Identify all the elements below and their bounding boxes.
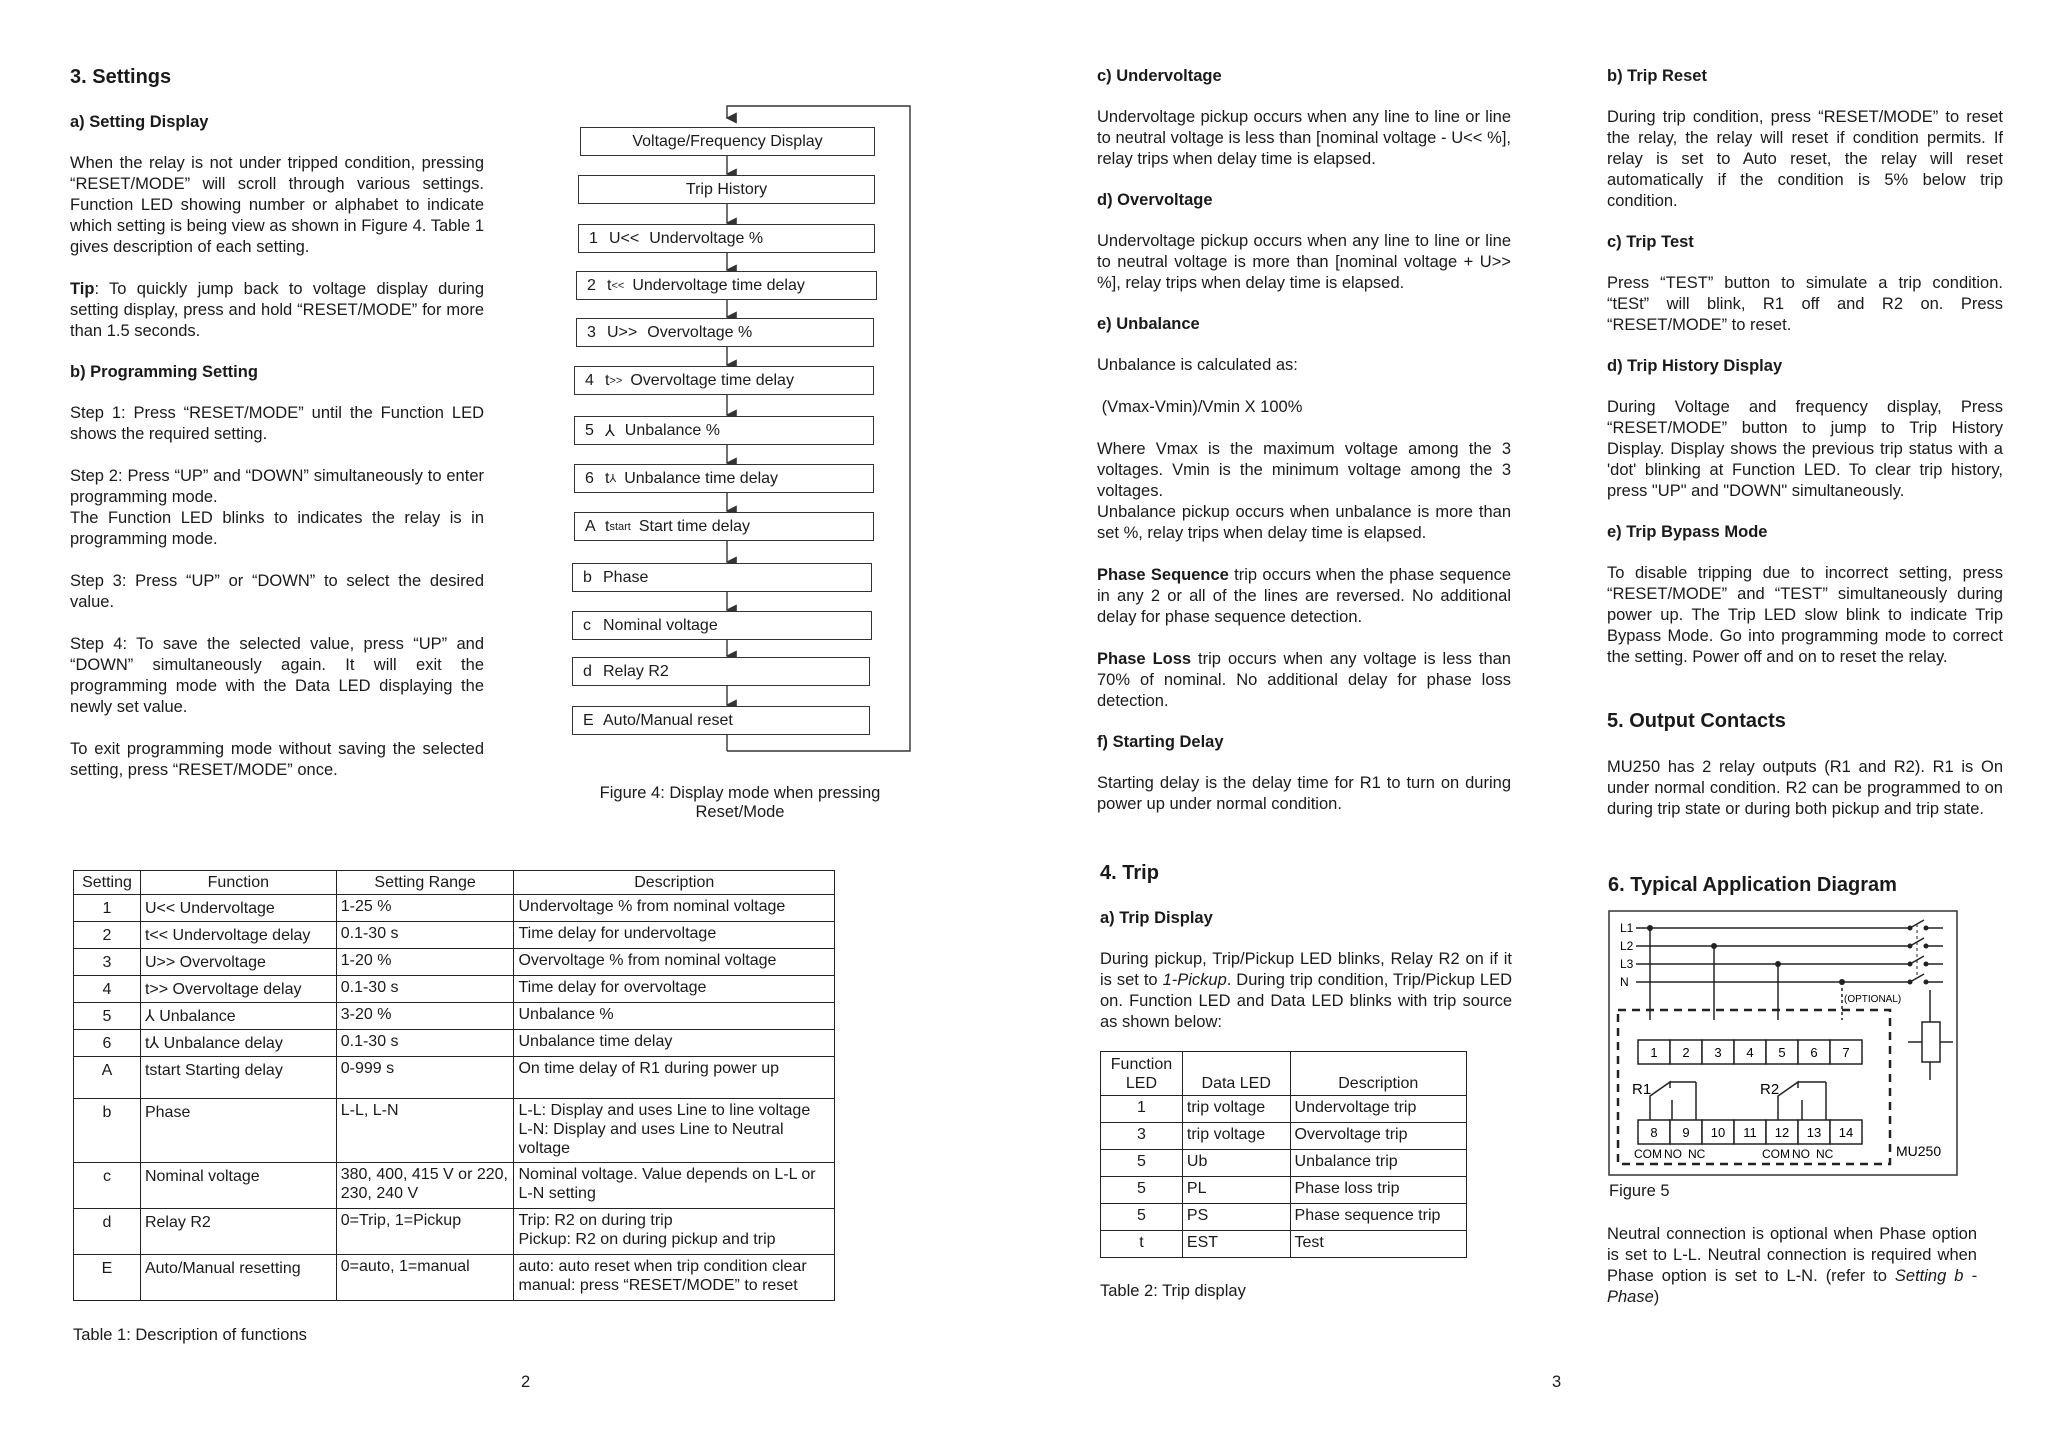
- starting-delay-text: Starting delay is the delay time for R1 to turn on during power up under normal condition.: [1097, 774, 1511, 813]
- table-cell: tstart Starting delay: [140, 1057, 336, 1099]
- flow-step: [576, 318, 874, 347]
- table-cell: Undervoltage % from nominal voltage: [514, 895, 835, 922]
- protection-column: [1097, 67, 1511, 815]
- trip-heading: 4. Trip: [1100, 862, 1159, 884]
- flow-step: [572, 563, 872, 592]
- flow-step-code: 3: [587, 323, 596, 341]
- table-cell: 5: [1101, 1150, 1183, 1177]
- trip-reset-title: b) Trip Reset: [1607, 67, 1707, 85]
- table-cell: Unbalance %: [514, 1003, 835, 1030]
- page-number-right: 3: [1552, 1373, 1562, 1391]
- table-cell: L-L: Display and uses Line to line voltage L-N: Display and uses Line to Neutral voltage: [514, 1099, 835, 1163]
- table-cell: 0=auto, 1=manual: [336, 1255, 514, 1301]
- undervoltage-title: c) Undervoltage: [1097, 67, 1222, 85]
- flow-step-label: Auto/Manual reset: [603, 711, 733, 729]
- flow-step-symbol: t: [607, 276, 612, 294]
- table-cell: 2: [74, 922, 141, 949]
- flow-step-symbol: U<<: [609, 229, 640, 247]
- contact-label: NO: [1664, 1147, 1682, 1161]
- table-1-header: Setting Range: [336, 871, 514, 895]
- table-2-header: Description: [1290, 1052, 1466, 1096]
- table-cell: 3: [1101, 1123, 1183, 1150]
- flow-step-label: Relay R2: [603, 662, 669, 680]
- terminal-number: 7: [1842, 1045, 1850, 1060]
- trip-test-text: Press “TEST” button to simulate a trip condition. “tESt” will blink, R1 off and R2 on. Press “RESET/MODE” to reset.: [1607, 274, 2003, 334]
- flow-step: [574, 366, 874, 395]
- neutral-text-b: ): [1653, 1288, 1660, 1306]
- flow-step-subscript: <<: [611, 279, 625, 292]
- table-cell: Time delay for undervoltage: [514, 922, 835, 949]
- terminal-number: 5: [1778, 1045, 1786, 1060]
- table-cell: 1: [74, 895, 141, 922]
- overvoltage-title: d) Overvoltage: [1097, 191, 1213, 209]
- terminal-number: 8: [1650, 1125, 1658, 1140]
- figure-4-caption-line1: Figure 4: Display mode when pressing: [599, 784, 881, 802]
- trip-display-text-a: During pickup, Trip/Pickup LED blinks, Relay R2 on if it is set to: [1100, 950, 1512, 989]
- neutral-text-a: Neutral connection is optional when Phase option is set to L-L. Neutral connection is required when Phase option is set to L-N. (refer to: [1607, 1225, 1977, 1285]
- terminal-number: 14: [1838, 1125, 1854, 1140]
- table-cell: ⅄ Unbalance: [140, 1003, 336, 1030]
- flow-step-label: Overvoltage %: [647, 323, 753, 341]
- table-cell: Auto/Manual resetting: [140, 1255, 336, 1301]
- flow-step-code: b: [583, 568, 592, 586]
- table-cell: 380, 400, 415 V or 220, 230, 240 V: [336, 1163, 514, 1209]
- flow-step-label: Overvoltage time delay: [630, 371, 794, 389]
- exit-note: To exit programming mode without saving the selected setting, press “RESET/MODE” once.: [70, 740, 484, 779]
- table-cell: Time delay for overvoltage: [514, 976, 835, 1003]
- unbalance-text-3: Unbalance pickup occurs when unbalance is more than set %, relay trips when delay time is elapsed.: [1097, 503, 1511, 542]
- flow-step-subscript: >>: [609, 374, 623, 387]
- table-cell: c: [74, 1163, 141, 1209]
- table-cell: EST: [1182, 1231, 1290, 1258]
- table-row: [1101, 1177, 1467, 1204]
- table-cell: A: [74, 1057, 141, 1099]
- table-row: [74, 1003, 835, 1030]
- table-cell: d: [74, 1209, 141, 1255]
- step-1: Step 1: Press “RESET/MODE” until the Function LED shows the required setting.: [70, 404, 484, 443]
- table-cell: U>> Overvoltage: [140, 949, 336, 976]
- table-row: [1101, 1150, 1467, 1177]
- flow-step: [578, 224, 875, 253]
- flow-step-symbol: ⅄: [605, 422, 615, 440]
- setting-display-title: a) Setting Display: [70, 113, 209, 131]
- model-label: MU250: [1896, 1143, 1942, 1159]
- flow-step: [572, 706, 870, 735]
- phase-loss-text: trip occurs when any voltage is less than 70% of nominal. No additional delay for phase loss detection.: [1097, 650, 1511, 710]
- terminal-number: 13: [1806, 1125, 1822, 1140]
- flow-step: [572, 611, 872, 640]
- table-1-header: Function: [140, 871, 336, 895]
- table-cell: Trip: R2 on during trip Pickup: R2 on during pickup and trip: [514, 1209, 835, 1255]
- contact-label: COM: [1762, 1147, 1790, 1161]
- flow-step-label: Nominal voltage: [603, 616, 718, 634]
- flow-step-code: d: [583, 662, 592, 680]
- trip-history-text: During Voltage and frequency display, Press “RESET/MODE” button to jump to Trip History Display. Display shows the previous trip status with a 'dot' blinking at Function LED. To clear trip history, press "UP" and "DOWN" simultaneously.: [1607, 398, 2003, 500]
- table-cell: PS: [1182, 1204, 1290, 1231]
- table-cell: 3: [74, 949, 141, 976]
- table-row: [1101, 1096, 1467, 1123]
- flow-step-code: 5: [585, 421, 594, 439]
- table-row: [74, 1255, 835, 1301]
- neutral-connection-note: [1607, 1224, 1977, 1308]
- table-row: [74, 949, 835, 976]
- trip-display-em: 1-Pickup: [1162, 971, 1227, 989]
- table-2-header: Data LED: [1182, 1052, 1290, 1096]
- table-cell: Unbalance time delay: [514, 1030, 835, 1057]
- table-cell: Nominal voltage. Value depends on L-L or L-N setting: [514, 1163, 835, 1209]
- terminal-number: 4: [1746, 1045, 1754, 1060]
- table-cell: 1-25 %: [336, 895, 514, 922]
- tip-paragraph: [70, 279, 484, 342]
- table-cell: Test: [1290, 1231, 1466, 1258]
- neutral-em: Setting b - Phase: [1607, 1267, 1977, 1306]
- table-1-header: Setting: [74, 871, 141, 895]
- table-cell: Nominal voltage: [140, 1163, 336, 1209]
- flow-step-code: E: [583, 711, 594, 729]
- phase-sequence-label: Phase Sequence: [1097, 566, 1229, 584]
- table-cell: Relay R2: [140, 1209, 336, 1255]
- flow-step: [578, 175, 875, 204]
- table-cell: Overvoltage trip: [1290, 1123, 1466, 1150]
- flow-step-code: 6: [585, 469, 594, 487]
- table-cell: Overvoltage % from nominal voltage: [514, 949, 835, 976]
- table-2: [1100, 1051, 1467, 1258]
- table-cell: trip voltage: [1182, 1096, 1290, 1123]
- page-number-left: 2: [521, 1373, 531, 1391]
- table-cell: trip voltage: [1182, 1123, 1290, 1150]
- flow-step-symbol: U>>: [607, 323, 638, 341]
- unbalance-text-2: Where Vmax is the maximum voltage among the 3 voltages. Vmin is the minimum voltage among the 3 voltages.: [1097, 440, 1511, 500]
- contact-label: NC: [1816, 1147, 1834, 1161]
- table-cell: 5: [74, 1003, 141, 1030]
- table-row: [1101, 1231, 1467, 1258]
- table-cell: b: [74, 1099, 141, 1163]
- table-cell: t<< Undervoltage delay: [140, 922, 336, 949]
- line-label: N: [1620, 975, 1629, 989]
- trip-bypass-title: e) Trip Bypass Mode: [1607, 523, 1768, 541]
- flow-step-code: A: [585, 517, 596, 535]
- terminal-number: 3: [1714, 1045, 1722, 1060]
- contact-label: NC: [1688, 1147, 1706, 1161]
- flow-step-code: 1: [589, 229, 598, 247]
- table-cell: t⅄ Unbalance delay: [140, 1030, 336, 1057]
- contact-label: NO: [1792, 1147, 1810, 1161]
- table-cell: 5: [1101, 1204, 1183, 1231]
- figure-4-caption-line2: Reset/Mode: [695, 803, 785, 821]
- table-cell: On time delay of R1 during power up: [514, 1057, 835, 1099]
- flow-step: [574, 512, 874, 541]
- contact-label: COM: [1634, 1147, 1662, 1161]
- table-1-header-row: [74, 871, 835, 895]
- table-cell: Ub: [1182, 1150, 1290, 1177]
- flow-step: [574, 416, 874, 445]
- table-row: [74, 1057, 835, 1099]
- table-row: [1101, 1123, 1467, 1150]
- unbalance-formula: (Vmax-Vmin)/Vmin X 100%: [1097, 398, 1303, 416]
- table-1: [73, 870, 835, 1301]
- table-cell: Phase loss trip: [1290, 1177, 1466, 1204]
- step-4: Step 4: To save the selected value, press “UP” and “DOWN” simultaneously again. It will exit the programming mode with the Data LED displaying the newly set value.: [70, 635, 484, 716]
- starting-delay-title: f) Starting Delay: [1097, 733, 1224, 751]
- table-2-caption: Table 2: Trip display: [1100, 1282, 1246, 1300]
- figure-4-caption: [560, 784, 920, 822]
- step-2b: The Function LED blinks to indicates the relay is in programming mode.: [70, 509, 484, 548]
- setting-display-text: When the relay is not under tripped condition, pressing “RESET/MODE” will scroll through various settings. Function LED showing number or alphabet to indicate which setting is being view as shown in Figure 4. Table 1 gives description of each setting.: [70, 154, 484, 256]
- table-cell: 0-999 s: [336, 1057, 514, 1099]
- flow-step-label: Unbalance time delay: [624, 469, 779, 487]
- r1-label: R1: [1632, 1081, 1652, 1098]
- trip-options-column: [1607, 67, 2003, 820]
- table-cell: t>> Overvoltage delay: [140, 976, 336, 1003]
- trip-display-title: a) Trip Display: [1100, 909, 1213, 927]
- flow-step: [574, 464, 874, 493]
- flow-step-label: Voltage/Frequency Display: [632, 132, 823, 150]
- output-contacts-heading: 5. Output Contacts: [1607, 710, 1786, 732]
- tip-text: : To quickly jump back to voltage display during setting display, press and hold “RESET/MODE” for more than 1.5 seconds.: [70, 280, 484, 340]
- application-diagram-heading: 6. Typical Application Diagram: [1608, 874, 1897, 896]
- flow-step-symbol: t: [605, 371, 610, 389]
- table-row: [74, 1163, 835, 1209]
- flow-step-code: c: [583, 616, 591, 634]
- programming-setting-title: b) Programming Setting: [70, 363, 258, 381]
- line-label: L1: [1620, 921, 1634, 935]
- table-row: [74, 1099, 835, 1163]
- phase-sequence-text: trip occurs when the phase sequence in any 2 or all of the lines are reversed. No additional delay for phase sequence detection.: [1097, 566, 1511, 626]
- table-1-caption: Table 1: Description of functions: [73, 1326, 307, 1344]
- table-row: [74, 976, 835, 1003]
- terminal-number: 6: [1810, 1045, 1818, 1060]
- table-row: [74, 1209, 835, 1255]
- table-cell: t: [1101, 1231, 1183, 1258]
- table-cell: Phase sequence trip: [1290, 1204, 1466, 1231]
- flow-step-label: Unbalance %: [624, 421, 720, 439]
- r2-label: R2: [1760, 1081, 1780, 1098]
- table-row: [1101, 1204, 1467, 1231]
- table-cell: 0.1-30 s: [336, 922, 514, 949]
- table-cell: L-L, L-N: [336, 1099, 514, 1163]
- line-label: L3: [1620, 957, 1634, 971]
- table-cell: 4: [74, 976, 141, 1003]
- tip-label: Tip: [70, 280, 95, 298]
- trip-reset-text: During trip condition, press “RESET/MODE” to reset the relay, the relay will reset if condition permits. If relay is set to Auto reset, the relay will reset automatically if the condition is 5% below trip condition.: [1607, 108, 2003, 210]
- table-cell: 1: [1101, 1096, 1183, 1123]
- trip-history-title: d) Trip History Display: [1607, 357, 1783, 375]
- table-2-header: Function LED: [1101, 1052, 1183, 1096]
- flow-step-code: 4: [585, 371, 594, 389]
- flow-step: [580, 127, 875, 156]
- undervoltage-text: Undervoltage pickup occurs when any line to line or line to neutral voltage is less than [nominal voltage - U<< %], relay trips when delay time is elapsed.: [1097, 108, 1511, 168]
- table-cell: Phase: [140, 1099, 336, 1163]
- terminal-number: 12: [1774, 1125, 1790, 1140]
- flow-step-subscript: ⅄: [609, 473, 617, 485]
- table-cell: E: [74, 1255, 141, 1301]
- overvoltage-text: Undervoltage pickup occurs when any line to line or line to neutral voltage is more than [nominal voltage + U>> %], relay trips when delay time is elapsed.: [1097, 232, 1511, 292]
- flow-step-label: Trip History: [685, 180, 768, 198]
- table-row: [74, 1030, 835, 1057]
- phase-loss-label: Phase Loss: [1097, 650, 1192, 668]
- table-cell: U<< Undervoltage: [140, 895, 336, 922]
- step-2a: Step 2: Press “UP” and “DOWN” simultaneously to enter programming mode.: [70, 467, 484, 506]
- flow-step-label: Undervoltage time delay: [632, 276, 805, 294]
- table-row: [74, 895, 835, 922]
- terminal-number: 2: [1682, 1045, 1690, 1060]
- terminal-number: 11: [1743, 1125, 1757, 1140]
- trip-test-title: c) Trip Test: [1607, 233, 1694, 251]
- table-cell: 3-20 %: [336, 1003, 514, 1030]
- table-cell: 6: [74, 1030, 141, 1057]
- table-cell: auto: auto reset when trip condition clear manual: press “RESET/MODE” to reset: [514, 1255, 835, 1301]
- phase-loss-paragraph: [1097, 649, 1511, 712]
- trip-bypass-text: To disable tripping due to incorrect setting, press “RESET/MODE” and “TEST” simultaneously during power up. The Trip LED slow blink to indicate Trip Bypass Mode. Go into programming mode to correct the setting. Power off and on to reset the relay.: [1607, 564, 2003, 666]
- step-3: Step 3: Press “UP” or “DOWN” to select the desired value.: [70, 572, 484, 611]
- flow-step-label: Undervoltage %: [649, 229, 764, 247]
- table-cell: 1-20 %: [336, 949, 514, 976]
- table-cell: Unbalance trip: [1290, 1150, 1466, 1177]
- flow-step-label: Phase: [603, 568, 649, 586]
- trip-display-text-b: . During trip condition, Trip/Pickup LED on. Function LED and Data LED blinks with trip source as shown below:: [1100, 971, 1512, 1031]
- line-label: L2: [1620, 939, 1634, 953]
- table-2-header-row: [1101, 1052, 1467, 1096]
- application-diagram: [1608, 910, 1958, 1176]
- flow-step-symbol: t: [605, 469, 610, 487]
- optional-label: (OPTIONAL): [1844, 994, 1902, 1005]
- flow-step-subscript: start: [609, 520, 631, 533]
- flow-step: [576, 271, 877, 300]
- table-cell: 0=Trip, 1=Pickup: [336, 1209, 514, 1255]
- trip-section: [1100, 862, 1512, 1033]
- phase-sequence-paragraph: [1097, 565, 1511, 628]
- figure-5-caption: Figure 5: [1609, 1182, 1670, 1200]
- output-contacts-text: MU250 has 2 relay outputs (R1 and R2). R1 is On under normal condition. R2 can be programmed to on during trip state or during both pickup and trip state.: [1607, 758, 2003, 818]
- flow-step-label: Start time delay: [638, 517, 751, 535]
- flow-step-symbol: t: [605, 517, 610, 535]
- unbalance-title: e) Unbalance: [1097, 315, 1200, 333]
- terminal-number: 9: [1682, 1125, 1690, 1140]
- table-cell: 5: [1101, 1177, 1183, 1204]
- table-1-header: Description: [514, 871, 835, 895]
- trip-display-text: [1100, 949, 1512, 1033]
- table-cell: Undervoltage trip: [1290, 1096, 1466, 1123]
- table-cell: 0.1-30 s: [336, 976, 514, 1003]
- flow-step-code: 2: [587, 276, 596, 294]
- table-cell: PL: [1182, 1177, 1290, 1204]
- terminal-number: 10: [1710, 1125, 1726, 1140]
- settings-heading: 3. Settings: [70, 66, 172, 88]
- terminal-number: 1: [1650, 1045, 1658, 1060]
- table-cell: 0.1-30 s: [336, 1030, 514, 1057]
- flow-step: [572, 657, 870, 686]
- unbalance-text-1: Unbalance is calculated as:: [1097, 356, 1298, 374]
- table-row: [74, 922, 835, 949]
- settings-column: [70, 66, 484, 781]
